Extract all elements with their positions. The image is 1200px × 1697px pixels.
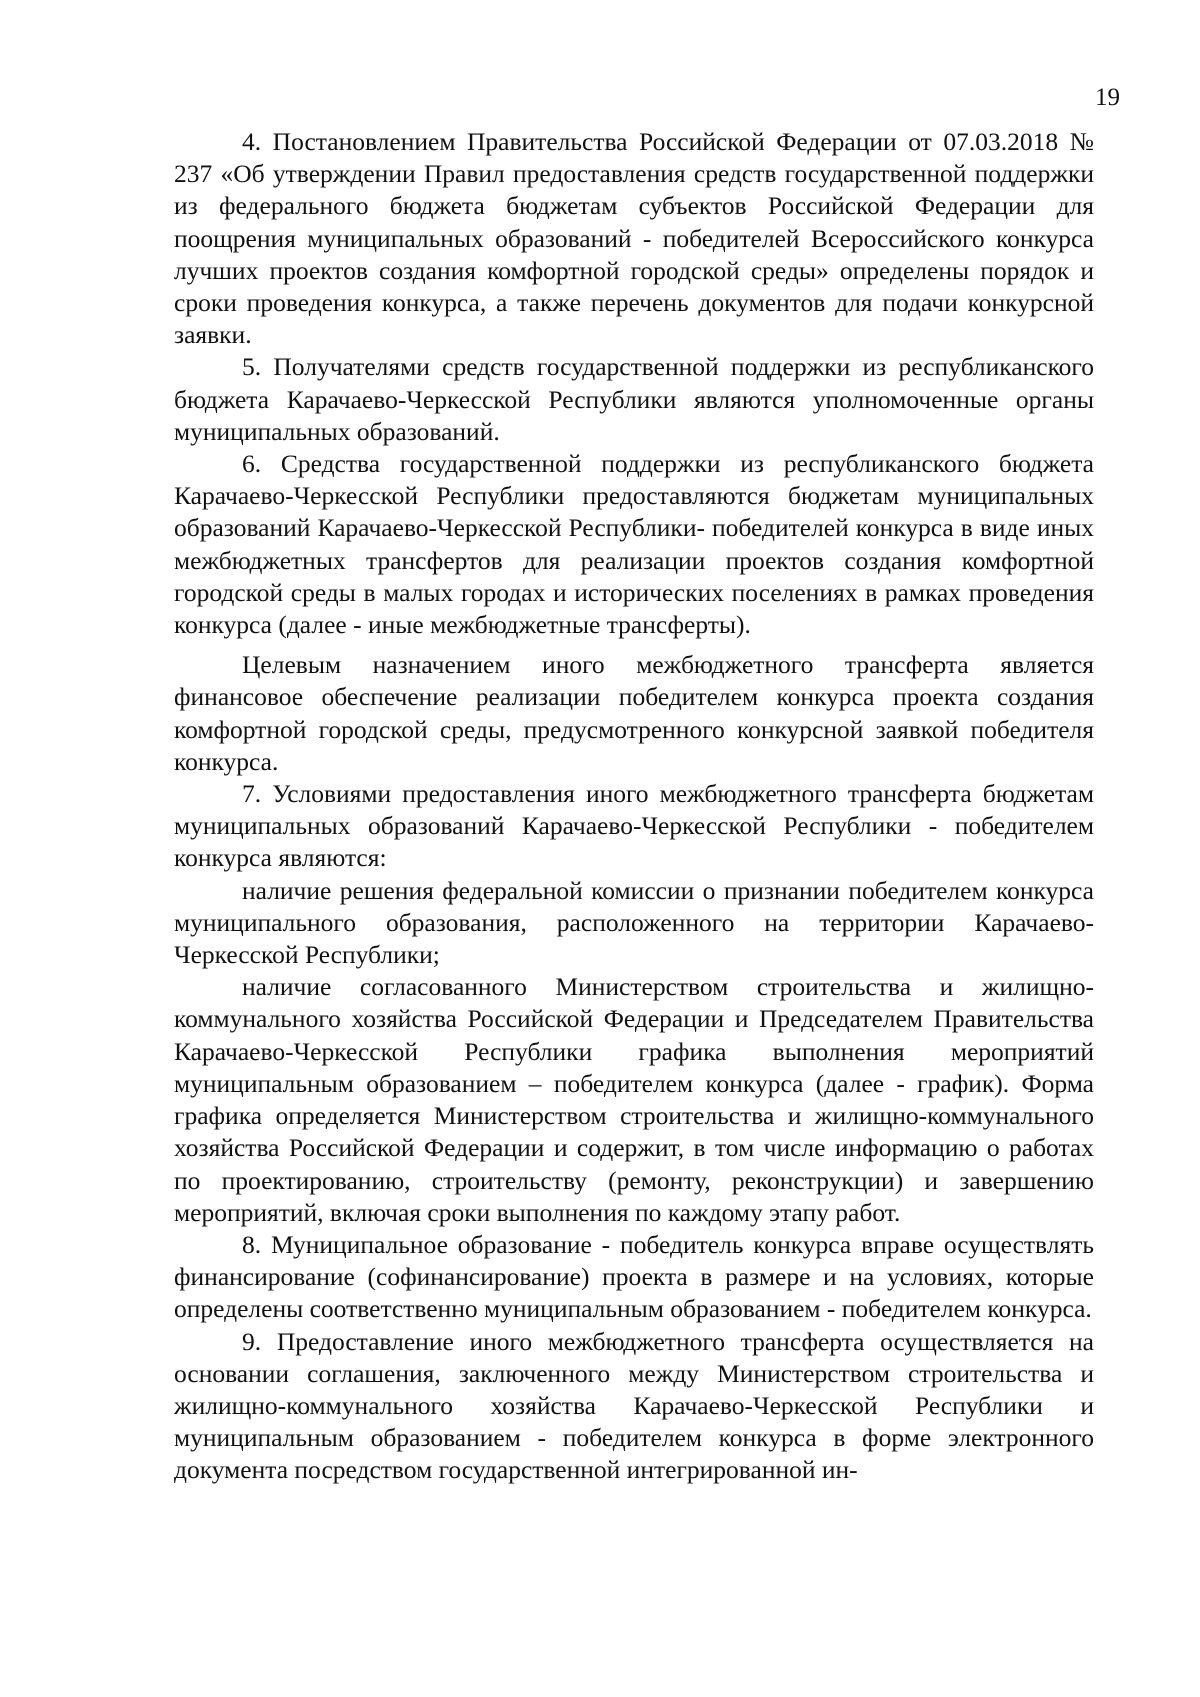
paragraph-4: 4. Постановлением Правительства Российской Федерации от 07.03.2018 № 237 «Об утверждении Правил предоставления средств государственной поддержки из федерального бюджета бюджетам субъектов Российской Федерации для поощрения муниципальных образований - победителей Всероссийского конкурса лучших проектов создания комфортной городской среды» определены порядок и сроки проведения конкурса, а также перечень документов для подачи конкурсной заявки. bbox=[174, 127, 1094, 350]
paragraph-9: 9. Предоставление иного межбюджетного трансферта осуществляется на основании соглашения, заключенного между Министерством строительства и жилищно-коммунального хозяйства Карачаево-Черкесской Республики и муниципальным образованием - победителем конкурса в форме электронного документа посредством государственной интегрированной ин- bbox=[174, 1326, 1094, 1485]
paragraph-6: 6. Средства государственной поддержки из республиканского бюджета Карачаево-Черкесской Республики предоставляются бюджетам муниципальных образований Карачаево-Черкесской Республики- победителей конкурса в виде иных межбюджетных трансфертов для реализации проектов создания комфортной городской среды в малых городах и исторических поселениях в рамках проведения конкурса (далее - иные межбюджетные трансферты). bbox=[174, 449, 1094, 640]
document-body bbox=[174, 126, 1094, 1487]
paragraph-8: 8. Муниципальное образование - победитель конкурса вправе осуществлять финансирование (софинансирование) проекта в размере и на условиях, которые определены соответственно муниципальным образованием - победителем конкурса. bbox=[174, 1229, 1094, 1324]
page-number: 19 bbox=[1095, 84, 1120, 111]
paragraph-7-condition-2: наличие согласованного Министерством строительства и жилищно-коммунального хозяйства Российской Федерации и Председателем Правительства Карачаево-Черкесской Республики графика выполнения мероприятий муниципальным образованием – победителем конкурса (далее - график). Форма графика определяется Министерством строительства и жилищно-коммунального хозяйства Российской Федерации и содержит, в том числе информацию о работах по проектированию, строительству (ремонту, реконструкции) и завершению мероприятий, включая сроки выполнения по каждому этапу работ. bbox=[174, 972, 1094, 1227]
paragraph-6-target-purpose: Целевым назначением иного межбюджетного трансферта является финансовое обеспечение реализации победителем конкурса проекта создания комфортной городской среды, предусмотренного конкурсной заявкой победителя конкурса. bbox=[174, 650, 1094, 776]
paragraph-5: 5. Получателями средств государственной поддержки из республиканского бюджета Карачаево-Черкесской Республики являются уполномоченные органы муниципальных образований. bbox=[174, 352, 1094, 446]
paragraph-7-condition-1: наличие решения федеральной комиссии о признании победителем конкурса муниципального образования, расположенного на территории Карачаево-Черкесской Республики; bbox=[174, 875, 1094, 970]
paragraph-7: 7. Условиями предоставления иного межбюджетного трансферта бюджетам муниципальных образований Карачаево-Черкесской Республики - победителем конкурса являются: bbox=[174, 779, 1094, 873]
